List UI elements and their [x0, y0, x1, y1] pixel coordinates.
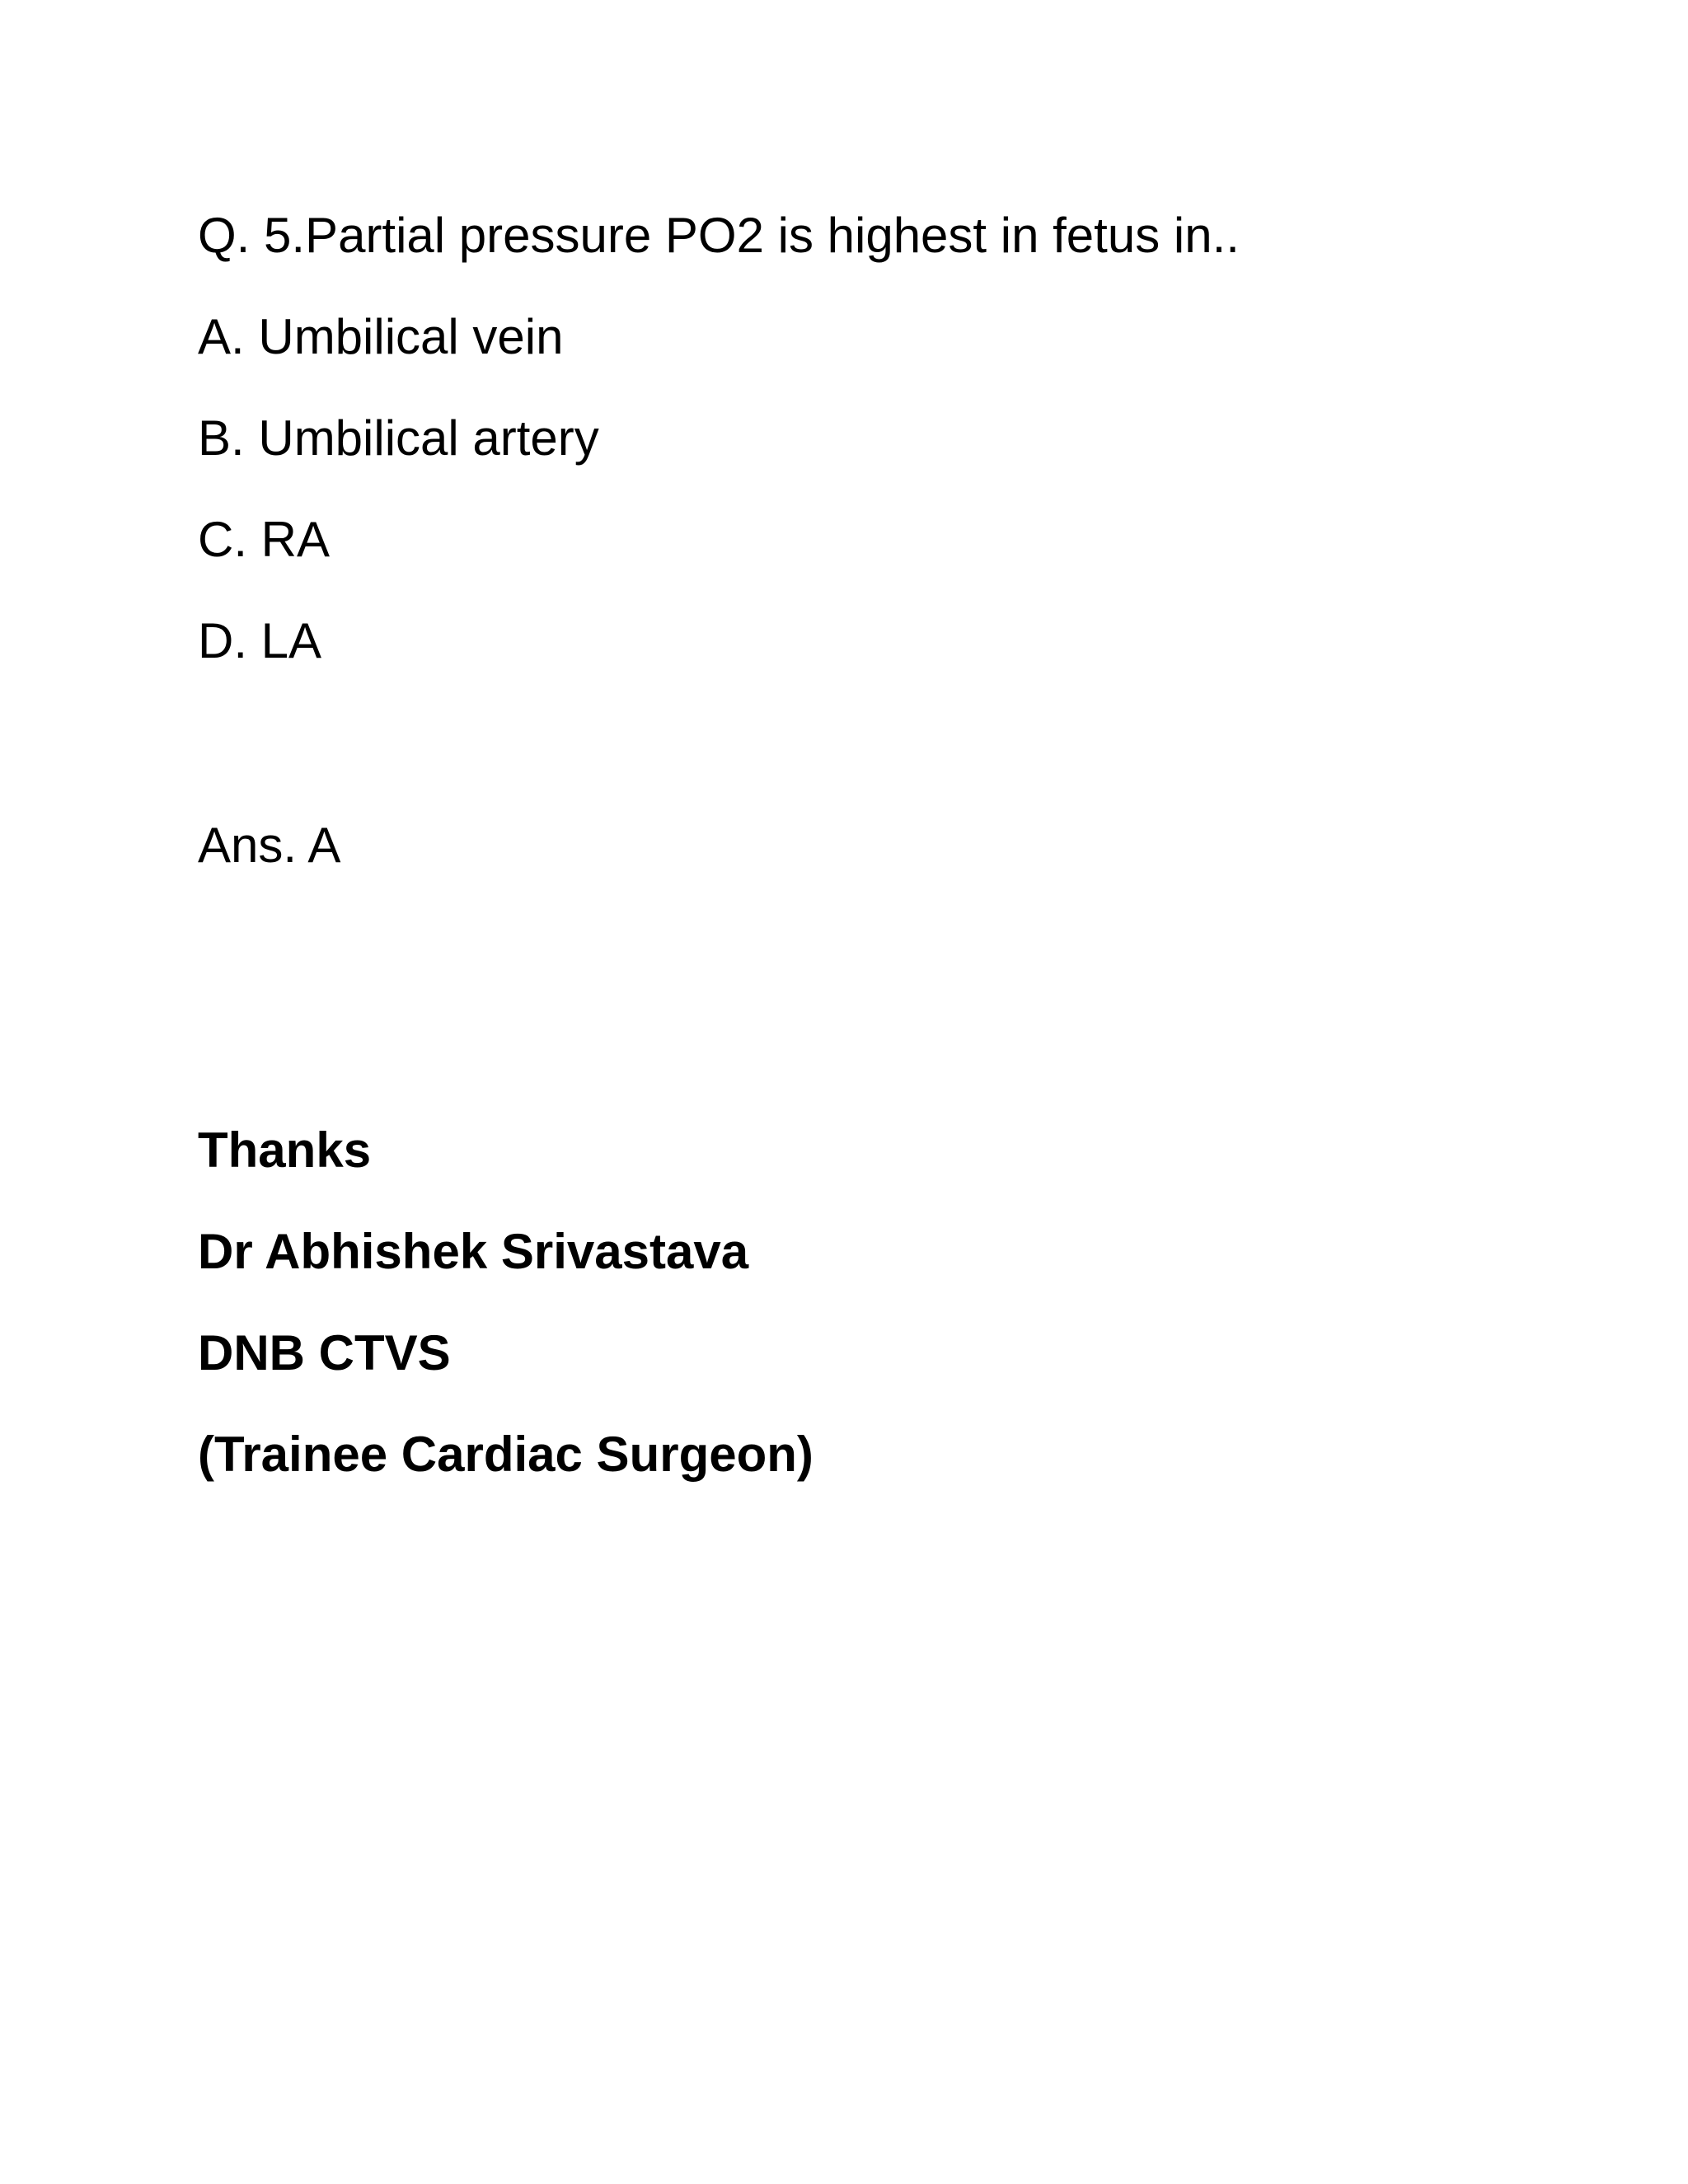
signature-name: Dr Abhishek Srivastava — [198, 1224, 749, 1279]
option-a: A. Umbilical vein — [198, 309, 564, 364]
signature-degree: DNB CTVS — [198, 1325, 451, 1380]
option-b: B. Umbilical artery — [198, 410, 599, 466]
question-text: Q. 5.Partial pressure PO2 is highest in fetus in.. — [198, 208, 1240, 263]
signature-thanks: Thanks — [198, 1122, 372, 1178]
option-c: C. RA — [198, 512, 331, 567]
option-d: D. LA — [198, 613, 322, 668]
signature-role: (Trainee Cardiac Surgeon) — [198, 1427, 814, 1482]
answer-text: Ans. A — [198, 818, 341, 873]
